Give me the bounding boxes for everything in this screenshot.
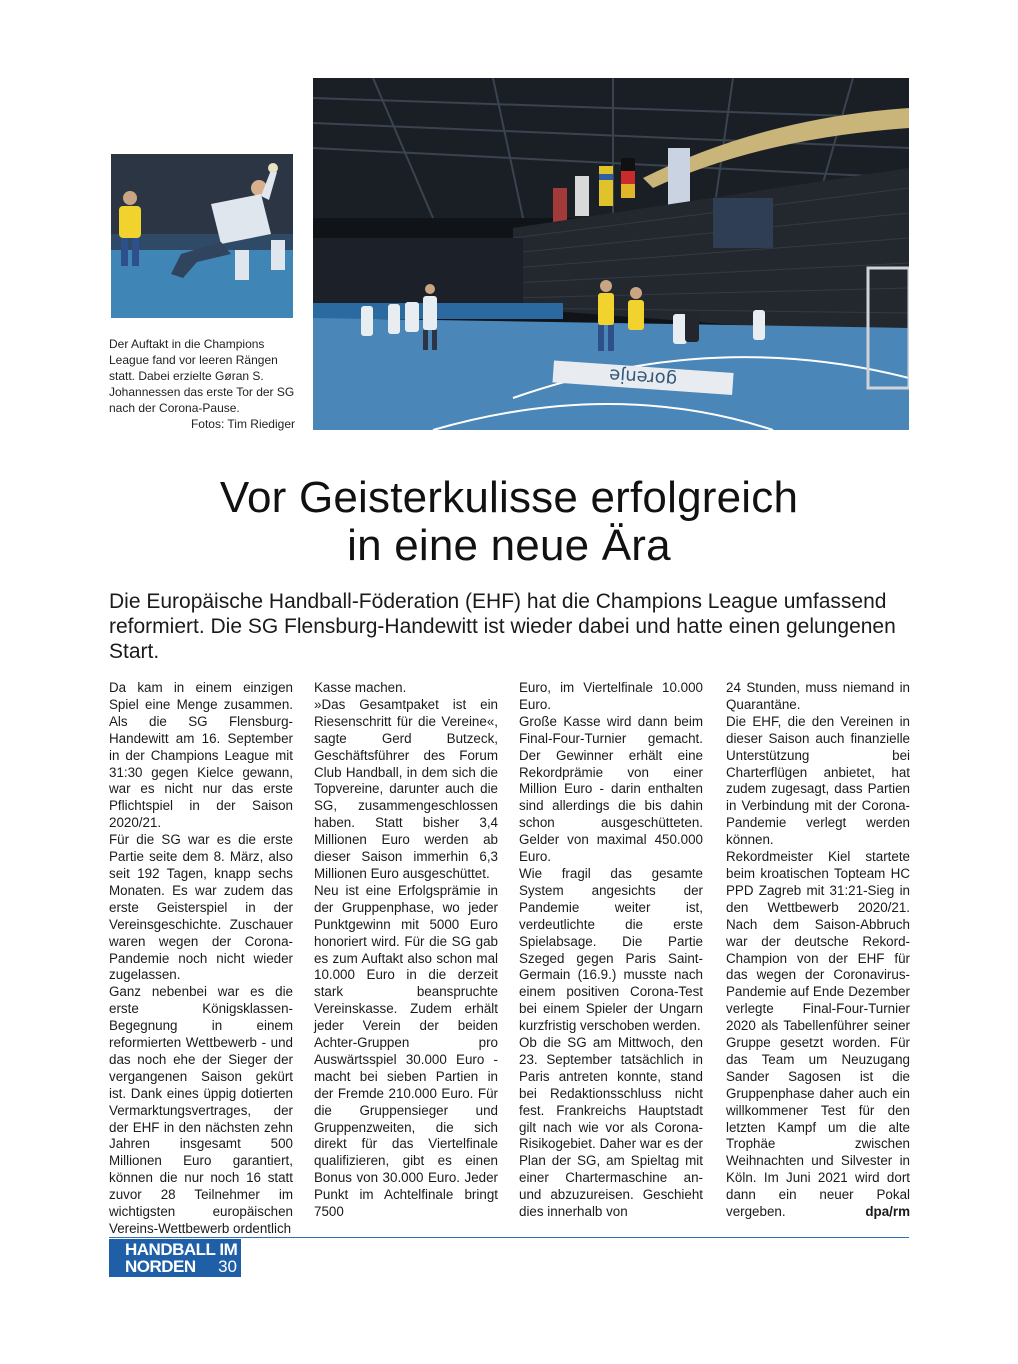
photo-credit: Fotos: Tim Riediger (190, 417, 295, 431)
article-headline (100, 474, 918, 570)
paragraph: Wie fragil das gesamte System angesichts der Pandemie weiter ist, verdeutlichte die erste Spielabsage. Die Partie Szeged gegen Paris Saint-Germain (16.9.) musste nach einem positiven Corona-Test bei einem Spieler der Ungarn kurzfristig verschoben werden. (519, 865, 703, 1034)
photo-empty-arena (313, 78, 909, 430)
photo-caption (109, 336, 295, 432)
paragraph-text: Rekordmeister Kiel startete beim kroatischen Topteam HC PPD Zagreb mit 31:21-Sieg in den Wettbewerb 2020/21. Nach dem Saison-Abbruch war der deutsche Rekord-Champion von der EHF für das wegen der Coronavirus-Pandemie auf Ende Dezember verlegte Final-Four-Turnier 2020 als Tabellenführer seiner Gruppe gesetzt worden. Für das Team um Neuzugang Sander Sagosen ist die Gruppenphase daher auch ein willkommener Test für den letzten Kampf um die alte Trophäe zwischen Weihnachten und Silvester in Köln. Im Juni 2021 wird dort dann ein neuer Pokal vergeben. (726, 849, 910, 1220)
text-column-4 (726, 680, 910, 1221)
text-column-3 (519, 680, 703, 1221)
logo-line-1: HANDBALL IM (125, 1240, 238, 1259)
photo-player-jump-image (111, 154, 293, 318)
paragraph: Da kam in einem einzigen Spiel eine Menge zusammen. Als die SG Flensburg-Handewitt am 16. September in der Champions League mit 31:30 gegen Kielce gewann, war es nicht nur das erste Pflichtspiel in der Saison 2020/21. (109, 680, 293, 831)
paragraph: Kasse machen. (314, 680, 407, 695)
paragraph: Für die SG war es die erste Partie seite dem 8. März, also seit 192 Tagen, knapp sechs Monaten. Es war zudem das erste Geisterspiel in der Vereinsgeschichte. Zuschauer waren wegen der Corona-Pandemie noch nicht wieder zugelassen. (109, 832, 293, 983)
headline-line-1: Vor Geisterkulisse erfolgreich (219, 473, 799, 522)
text-column-1 (109, 680, 293, 1238)
author-signature: dpa/rm (865, 1204, 910, 1220)
caption-text: Der Auftakt in die Champions League fand vor leeren Rängen statt. Dabei erzielte Gøran S. Johannessen das erste Tor der SG nach der Corona-Pause. (109, 337, 295, 415)
paragraph: Die EHF, die den Vereinen in dieser Saison auch finanzielle Unterstützung bei Charterflügen anbietet, hat zudem zugesagt, dass Partien in Verbindung mit der Corona-Pandemie verlegt werden können. (726, 713, 910, 848)
paragraph: »Das Gesamtpaket ist ein Riesenschritt für die Vereine«, sagte Gerd Butzeck, Geschäftsführer des Forum Club Handball, in dem sich die Topvereine, darunter auch die SG, zusammengeschlossen haben. Statt bisher 3,4 Millionen Euro werden ab dieser Saison immerhin 6,3 Millionen Euro ausgeschüttet. (314, 696, 498, 881)
logo-line-2: NORDEN (125, 1257, 196, 1276)
photo-player-jump (111, 154, 293, 318)
text-column-2 (314, 680, 498, 1221)
paragraph: Große Kasse wird dann beim Final-Four-Turnier gemacht. Der Gewinner erhält eine Rekordprämie von einer Million Euro - darin enthalten sind allerdings die bis dahin schon ausgeschütteten. Gelder von maximal 450.000 Euro. (519, 713, 703, 865)
photo-empty-arena-image (313, 78, 909, 430)
paragraph: 24 Stunden, muss niemand in Quarantäne. (726, 680, 910, 712)
paragraph: Ob die SG am Mittwoch, den 23. September tatsächlich in Paris antreten konnte, stand bei Redaktionsschluss nicht fest. Frankreichs Hauptstadt gilt nach wie vor als Corona-Risikogebiet. Daher war es der Plan der SG, am Spieltag mit einer Chartermaschine an- und abzuzureisen. Geschieht dies innerhalb von (519, 1035, 703, 1220)
headline-line-2: in eine neue Ära (347, 521, 671, 570)
magazine-logo (109, 1239, 241, 1277)
footer-rule (109, 1237, 909, 1238)
paragraph (726, 849, 910, 1221)
paragraph: Neu ist eine Erfolgsprämie in der Gruppenphase, wo jeder Punktgewinn mit 5000 Euro honoriert wird. Für die SG gab es zum Auftakt also schon mal 10.000 Euro in die derzeit stark beanspruchte Vereinskasse. Zudem erhält jeder Verein der beiden Achter-Gruppen pro Auswärtsspiel 30.000 Euro - macht bei sieben Partien in der Fremde 210.000 Euro. Für die Gruppensieger und Gruppenzweiten, die sich direkt für das Viertelfinale qualifizieren, gibt es einen Bonus von 30.000 Euro. Jeder Punkt im Achtelfinale bringt 7500 (314, 882, 498, 1220)
paragraph: Euro, im Viertelfinale 10.000 Euro. (519, 680, 703, 712)
paragraph: Ganz nebenbei war es die erste Königsklassen-Begegnung in einem reformierten Wettbewerb - und das noch ehe der Sieger der vergangenen Saison gekürt ist. Dank eines üppig dotierten Vermarktungsvertrages, der der EHF in den nächsten zehn Jahren insgesamt 500 Millionen Euro garantiert, können die nur noch 16 statt zuvor 28 Teilnehmer im wichtigsten europäischen Vereins-Wettbewerb ordentlich (109, 984, 293, 1236)
court-logo-text: gorenje (608, 364, 678, 391)
article-lead: Die Europäische Handball-Föderation (EHF) hat die Champions League umfassend reformiert. Die SG Flensburg-Handewitt ist wieder dabei und hatte einen gelungenen Start. (109, 590, 896, 663)
page-number: 30 (218, 1257, 237, 1276)
